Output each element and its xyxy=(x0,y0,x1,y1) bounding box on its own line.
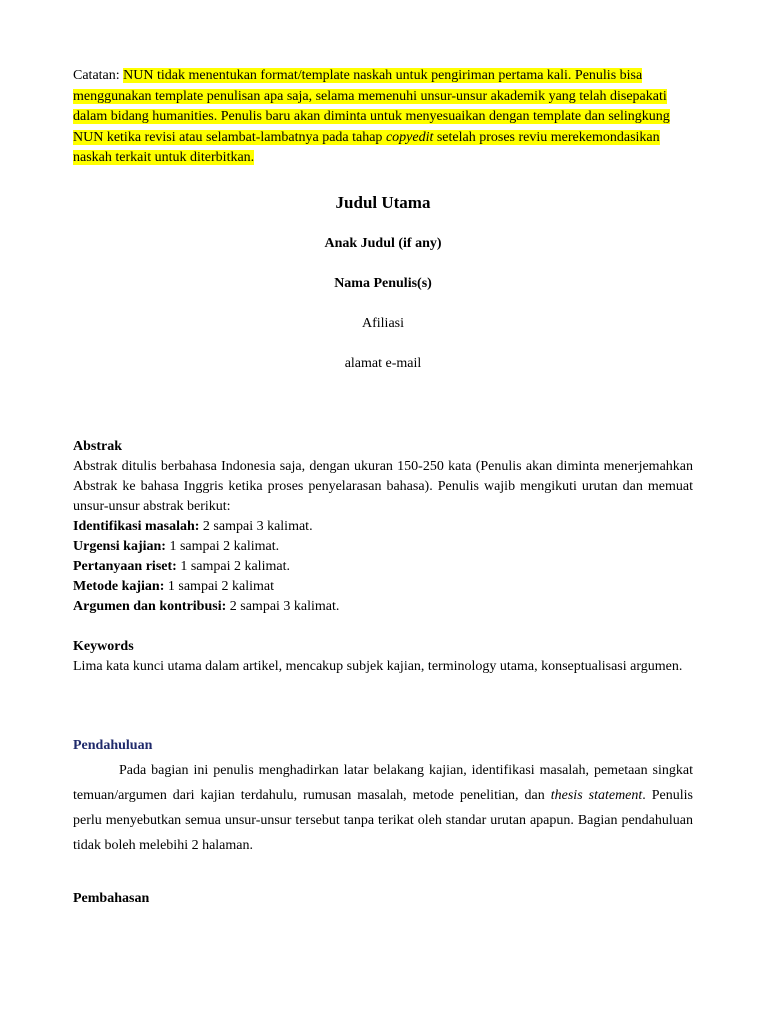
intro-text-italic: thesis statement xyxy=(550,788,643,803)
author-name: Nama Penulis(s) xyxy=(334,276,432,291)
keywords-heading: Keywords xyxy=(73,639,134,654)
abstract-item xyxy=(73,517,693,537)
editor-note xyxy=(73,66,693,169)
email-address: alamat e-mail xyxy=(344,356,422,371)
abstract-item xyxy=(73,557,693,577)
abstract-item-label: Argumen dan kontribusi: xyxy=(73,599,227,614)
intro-paragraph xyxy=(73,758,693,858)
intro-text-part-2: . Penulis perlu menyebutkan semua unsur-unsur tersebut tanpa terikat oleh standar urutan apapun. Bagian pendahuluan tidak boleh melebihi 2 halaman. xyxy=(73,788,693,853)
abstract-section xyxy=(73,437,693,617)
subtitle: Anak Judul (if any) xyxy=(324,236,442,251)
note-highlight-italic: copyedit xyxy=(385,129,434,145)
abstract-item-label: Metode kajian: xyxy=(73,579,165,594)
abstract-item xyxy=(73,577,693,597)
main-title: Judul Utama xyxy=(335,193,431,212)
abstract-item-text: 1 sampai 2 kalimat. xyxy=(165,539,280,554)
abstract-item-label: Identifikasi masalah: xyxy=(73,519,200,534)
note-highlight-part-1: NUN tidak menentukan format/template naskah untuk pengiriman pertama kali. Penulis bisa menggunakan template penulisan apa saja, selama memenuhi unsur-unsur akademik yang telah disepakati dalam bidang humanities. Penulis baru akan diminta untuk menyesuaikan dengan template dan selingkung NUN ketika revisi atau selambat-lambatnya pada tahap xyxy=(73,68,670,145)
discussion-heading: Pembahasan xyxy=(73,891,150,906)
abstract-heading: Abstrak xyxy=(73,439,123,454)
intro-text-part-1: Pada bagian ini penulis menghadirkan latar belakang kajian, identifikasi masalah, pemetaan singkat temuan/argumen dari kajian terdahulu, rumusan masalah, metode penelitian, dan xyxy=(73,763,693,803)
affiliation: Afiliasi xyxy=(362,316,404,331)
abstract-body: Abstrak ditulis berbahasa Indonesia saja, dengan ukuran 150-250 kata (Penulis akan diminta menerjemahkan Abstrak ke bahasa Inggris ketika proses penyelarasan bahasa). Penulis wajib mengikuti urutan dan memuat unsur-unsur abstrak berikut: xyxy=(73,459,693,514)
note-label: Catatan: xyxy=(73,68,124,83)
note-highlight-text xyxy=(73,68,670,165)
abstract-item-label: Pertanyaan riset: xyxy=(73,559,177,574)
abstract-item-text: 2 sampai 3 kalimat. xyxy=(226,599,340,614)
intro-heading: Pendahuluan xyxy=(73,738,153,753)
abstract-item xyxy=(73,597,693,617)
abstract-item-text: 1 sampai 2 kalimat. xyxy=(176,559,290,574)
abstract-item-text: 2 sampai 3 kalimat. xyxy=(199,519,313,534)
keywords-section xyxy=(73,637,693,677)
keywords-body: Lima kata kunci utama dalam artikel, mencakup subjek kajian, terminology utama, konseptualisasi argumen. xyxy=(73,659,683,674)
abstract-item-label: Urgensi kajian: xyxy=(73,539,166,554)
abstract-item-text: 1 sampai 2 kalimat xyxy=(164,579,275,594)
abstract-item xyxy=(73,537,693,557)
note-highlight-part-2: setelah proses reviu merekemondasikan naskah terkait untuk diterbitkan. xyxy=(73,129,660,166)
